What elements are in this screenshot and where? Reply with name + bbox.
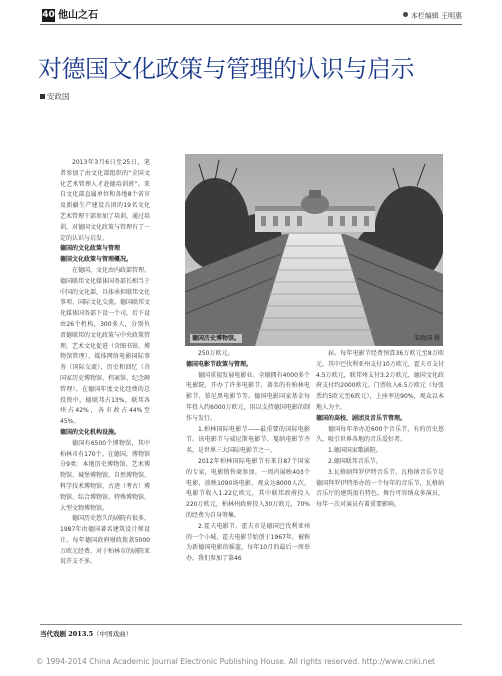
body-paragraph: 届。每年电影节经费预算36万欧元至8万欧元，其中巴伐利亚州支付10万欧元，霍夫市支付4.5万欧元，联邦州支付3.2万欧元，德国文化政府支付约2000欧元。门票收入6.5万欧元（每张票约5欧元至6欧元），上座率达90%，观众以本地人为主。 <box>316 350 444 411</box>
body-column-1 <box>60 158 150 568</box>
body-paragraph: 1.柏林国际电影节——最重要的国际电影节。该电影节与威尼斯电影节、戛纳电影节齐名，是世界三大国际电影节之一。 <box>186 425 310 455</box>
body-paragraph: 1.德国国家歌剧院。 <box>328 447 382 455</box>
photo-credit: 安政国 摄 <box>414 335 440 342</box>
section-heading: 德国文化政策与管理概况。 <box>60 256 133 264</box>
body-paragraph: 德国历史悠久的剧院有很多，1987年由德国著名建筑设计师设计。每年德国政府财政拨款5000万欧元经费，对于柏林市的剧院来说开支不多。 <box>60 515 150 566</box>
body-paragraph: 德国每年举办近600个音乐节，有的历史悠久，吸引世界各地的音乐爱好者。 <box>316 425 444 444</box>
section-heading: 德国的文化政策与管理 <box>60 245 121 253</box>
body-column-2 <box>186 349 310 565</box>
author-marker-icon <box>40 94 45 99</box>
body-paragraph: 250万欧元。 <box>198 350 234 357</box>
magazine-issue: 2013.5 <box>68 630 94 638</box>
body-paragraph: 德国重视发展电影业。全德拥有4000多个电影院，开办了许多电影节，著名的有柏林电影节、慕尼黑电影节等。德国电影国家基金每年投入约6000万欧元，用以支持德国电影的制作与发行。 <box>186 371 310 422</box>
body-paragraph: 2.德国联邦音乐节。 <box>328 457 382 465</box>
footer-rule <box>40 624 462 625</box>
body-paragraph: 3.瓦格纳拜罗伊特音乐节。瓦格纳音乐节是德国拜罗伊特举办的一个每年的音乐节，瓦格纳音乐厅的建筑很有特色，舞台可容纳众多演员，每年一次对演员有着重要影响。 <box>316 468 444 509</box>
body-paragraph: 在德国，文化由内政部管理。德国联邦文化媒体国务部长相当于中国的文化部，具体承担联邦文化事项、国际文化交流。德国联邦文化媒体国务部下设一个司，后下设由26个机构，300多人，分别负责德联邦的文化政策与中央政策管理，艺术文化促进（含图书馆、博物馆管理），媒体网络电影国际事务（国际交流）、历史和回忆（含国家历史博物馆、档案馆、纪念碑管理）。在德国年度文化经费的总投资中，德联邦占13%，联邦各州占42%，各市政占44%至45%。 <box>60 266 150 426</box>
photo-caption: 德国历史博物馆。 <box>192 335 241 342</box>
editor-text: 本栏编辑 王明惠 <box>410 12 462 20</box>
magazine-issue-note: （中国戏曲） <box>93 630 133 638</box>
museum-photo-image <box>185 154 443 346</box>
column-name: 他山之石 <box>58 10 98 21</box>
header-rule <box>40 24 462 25</box>
section-heading: 德国的高校、剧团及音乐节管理。 <box>316 414 407 422</box>
body-paragraph: 2013年3月6日至25日，笔者参加了由文化部组织的“全国文化艺术管理人才赴德培训班”。来自文化部直属单位和各地8个省市及新疆生产建设兵团的19名文化艺术管理干部参加了培训。通过培训，对德国文化政策与管理有了一定的认识与启发。 <box>60 159 150 242</box>
author-name: 安政国 <box>47 92 70 101</box>
bullet-icon <box>403 12 408 17</box>
magazine-name: 当代戏剧 <box>40 630 66 638</box>
museum-photo <box>185 154 443 346</box>
body-paragraph: 2012年柏林国际电影节有来自87个国家的专家，电影销售商参加。一周内展映403个电影，放映1090场电影，观众达8000人次。电影节收入1.22亿欧元，其中联邦政府投入220万欧元，柏林州政府投入30万欧元，70%的经费为自身筹集。 <box>186 457 310 519</box>
article-title: 对德国文化政策与管理的认识与启示 <box>38 55 414 83</box>
article-author <box>40 92 70 102</box>
copyright-notice: © 1994-2014 China Academic Journal Electronic Publishing House. All rights reserved. http://www.cnki.net <box>36 657 435 666</box>
body-paragraph: 德国有6500个博物馆，其中柏林市有170个。在德国，博物馆分9类：本地历史博物馆、艺术博物馆、城堡博物馆、自然博物馆、科学技术博物馆、古迹（考古）博物馆、综合博物馆、特殊博物馆、大型文物博物馆。 <box>60 439 150 512</box>
footer-magazine <box>40 629 132 639</box>
editor-credit <box>403 10 462 22</box>
body-column-3 <box>316 349 444 511</box>
body-paragraph: 2.霍夫电影节。霍夫市是德国巴伐利亚州的一个小城，霍夫电影节始创于1967年，被称为新德国电影的摇篮，每年10月的最后一周举办。我们参加了第46 <box>186 522 310 563</box>
section-heading: 德国的文化机构设施。 <box>60 428 121 436</box>
page-number: 40 <box>42 10 55 20</box>
section-heading: 德国电影节政策与管理。 <box>186 360 253 368</box>
